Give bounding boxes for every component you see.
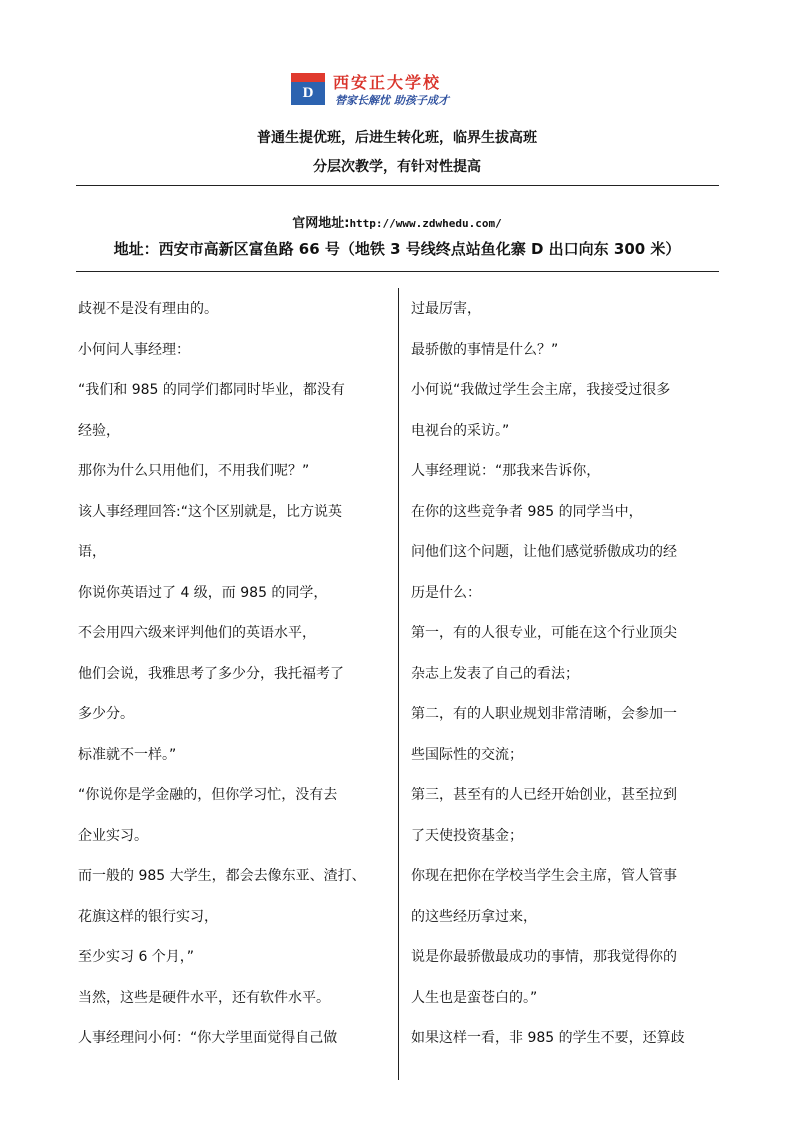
logo-mark-stripe bbox=[291, 73, 325, 82]
text-line: 第二，有的人职业规划非常清晰，会参加一 bbox=[411, 706, 677, 722]
text-line: 人事经理问小何：“你大学里面觉得自己做 bbox=[78, 1030, 338, 1046]
right-column bbox=[411, 294, 721, 1064]
text-line: 花旗这样的银行实习， bbox=[78, 908, 218, 925]
text-line: 说是你最骄傲最成功的事情，那我觉得你的 bbox=[411, 949, 677, 965]
text-line: 至少实习 6 个月，” bbox=[78, 949, 195, 965]
website-line bbox=[0, 212, 794, 231]
address-line: 地址：西安市高新区富鱼路 66 号（地铁 3 号线终点站鱼化寨 D 出口向东 300 米） bbox=[113, 240, 681, 258]
text-line: 那你为什么只用他们，不用我们呢？” bbox=[78, 463, 310, 479]
text-line: 小何问人事经理： bbox=[78, 341, 190, 358]
text-line: 你说你英语过了 4 级，而 985 的同学， bbox=[78, 584, 328, 601]
text-line: 最骄傲的事情是什么？” bbox=[411, 341, 559, 358]
text-line: 经验， bbox=[78, 422, 120, 439]
logo-mark bbox=[291, 73, 325, 105]
text-line: 历是什么： bbox=[411, 584, 481, 601]
text-line: 歧视不是没有理由的。 bbox=[78, 301, 218, 317]
text-line: 语， bbox=[78, 544, 106, 560]
school-logo bbox=[291, 70, 491, 110]
header-line-2: 分层次教学，有针对性提高 bbox=[313, 159, 481, 175]
website-url[interactable]: http://www.zdwhedu.com/ bbox=[349, 217, 502, 230]
logo-letter: D bbox=[302, 85, 314, 101]
text-line: 小何说“我做过学生会主席，我接受过很多 bbox=[411, 382, 671, 398]
text-line: 多少分。 bbox=[78, 706, 134, 722]
address-rule bbox=[76, 271, 719, 272]
text-line: 过最厉害， bbox=[411, 301, 481, 317]
text-line: 电视台的采访。” bbox=[411, 422, 510, 439]
school-name: 西安正大学校 bbox=[333, 73, 442, 92]
text-line: 该人事经理回答:“这个区别就是，比方说英 bbox=[78, 503, 342, 520]
column-divider bbox=[398, 288, 399, 1080]
text-line: 当然，这些是硬件水平，还有软件水平。 bbox=[78, 989, 330, 1006]
text-line: 企业实习。 bbox=[78, 827, 148, 844]
text-line: 你现在把你在学校当学生会主席，管人管事 bbox=[411, 868, 677, 884]
text-line: 问他们这个问题，让他们感觉骄傲成功的经 bbox=[411, 544, 677, 560]
text-line: 在你的这些竞争者 985 的同学当中， bbox=[411, 503, 643, 520]
header-rule bbox=[76, 185, 719, 186]
website-label: 官网地址: bbox=[292, 216, 350, 231]
text-line: “我们和 985 的同学们都同时毕业，都没有 bbox=[78, 382, 345, 398]
text-line: 标准就不一样。” bbox=[78, 746, 177, 763]
text-line: “你说你是学金融的，但你学习忙，没有去 bbox=[78, 787, 338, 803]
left-column bbox=[78, 294, 388, 1064]
text-line: 杂志上发表了自己的看法； bbox=[411, 665, 579, 682]
text-line: 人事经理说：“那我来告诉你， bbox=[411, 463, 601, 479]
text-line: 第三，甚至有的人已经开始创业，甚至拉到 bbox=[411, 787, 677, 803]
text-line: 人生也是蛮苍白的。” bbox=[411, 989, 538, 1006]
header-line-1: 普通生提优班，后进生转化班，临界生拔高班 bbox=[257, 130, 537, 146]
text-line: 了天使投资基金； bbox=[411, 827, 523, 844]
text-line: 不会用四六级来评判他们的英语水平， bbox=[78, 625, 316, 641]
text-line: 的这些经历拿过来， bbox=[411, 908, 537, 925]
text-line: 而一般的 985 大学生，都会去像东亚、渣打、 bbox=[78, 868, 366, 884]
text-line: 如果这样一看，非 985 的学生不要，还算歧 bbox=[411, 1030, 685, 1046]
text-line: 第一，有的人很专业，可能在这个行业顶尖 bbox=[411, 625, 677, 641]
text-line: 些国际性的交流； bbox=[411, 746, 523, 763]
school-slogan: 替家长解忧 助孩子成才 bbox=[335, 94, 449, 107]
text-line: 他们会说，我雅思考了多少分，我托福考了 bbox=[78, 665, 344, 682]
